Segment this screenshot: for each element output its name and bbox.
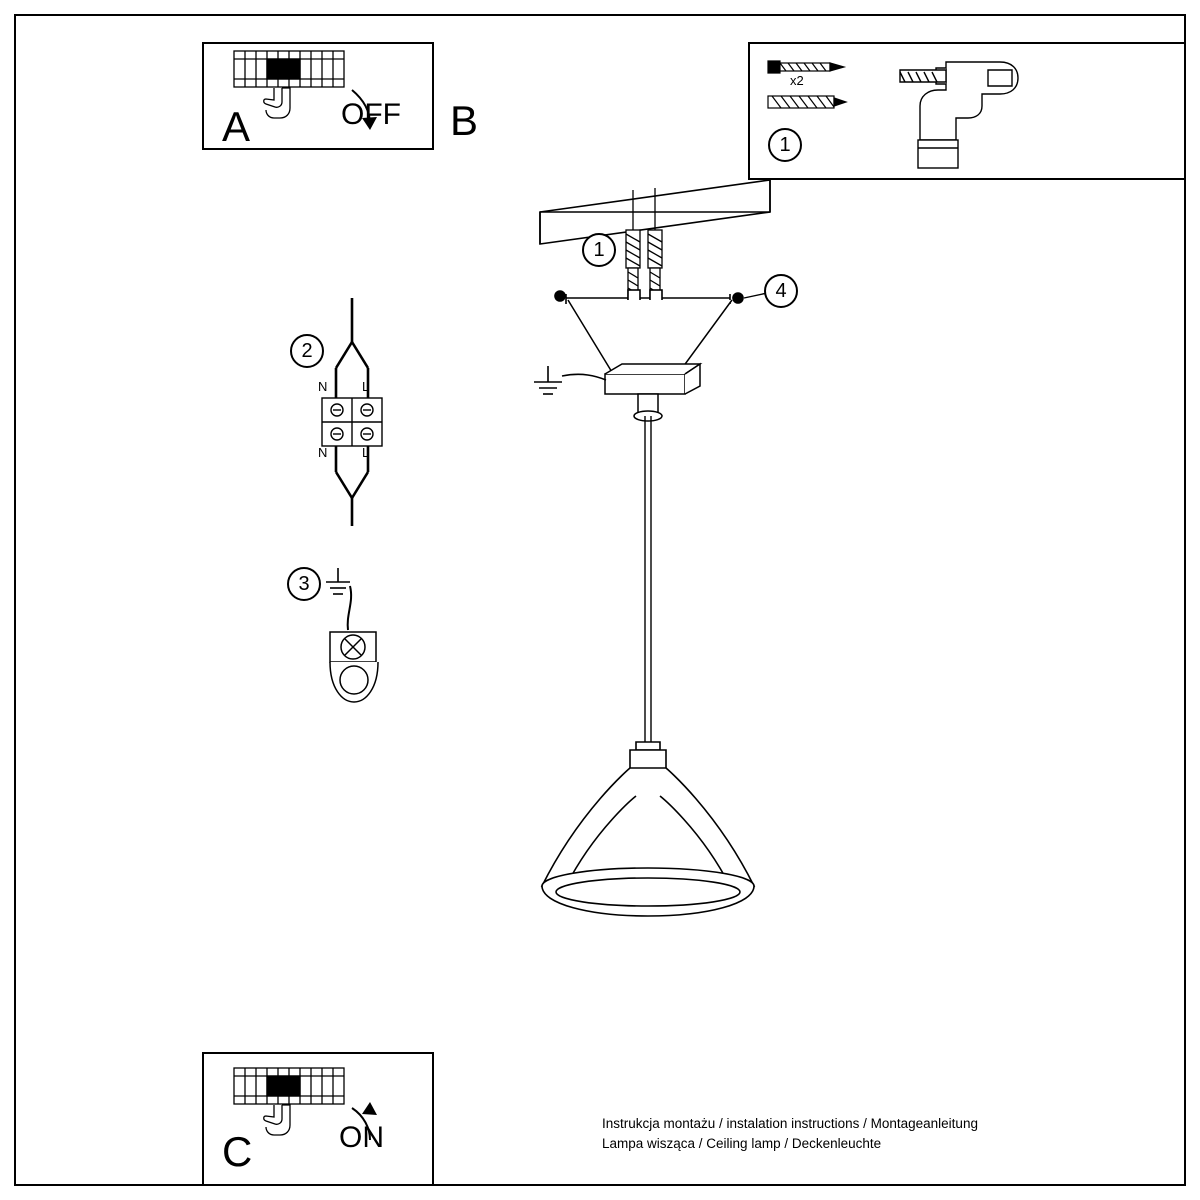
earth-ground-icon bbox=[534, 366, 606, 394]
step-4-callout: 4 bbox=[764, 274, 798, 308]
step-1-parts-callout: 1 bbox=[768, 128, 802, 162]
panel-b-letter: B bbox=[450, 97, 479, 144]
panel-a-action-label: OFF bbox=[341, 98, 401, 131]
panel-c-action-label: ON bbox=[339, 1121, 384, 1154]
pendant-lamp-diagram bbox=[400, 150, 960, 1080]
terminal-label-n-top: N bbox=[318, 379, 328, 394]
terminal-label-l-bottom: L bbox=[362, 445, 370, 460]
footer-line-2: Lampa wisząca / Ceiling lamp / Deckenleuchte bbox=[602, 1136, 882, 1151]
parts-quantity-label: x2 bbox=[790, 73, 804, 88]
earth-ground-icon-small bbox=[326, 568, 350, 594]
terminal-label-n-bottom: N bbox=[318, 445, 328, 460]
terminal-label-l-top: L bbox=[362, 379, 370, 394]
step-1-callout: 1 bbox=[582, 233, 616, 267]
step-2-callout: 2 bbox=[290, 334, 324, 368]
earth-terminal-bracket bbox=[330, 632, 378, 702]
lamp-shade bbox=[542, 742, 754, 916]
panel-a-letter: A bbox=[222, 103, 251, 150]
earth-connection-illustration bbox=[310, 560, 420, 720]
step-3-callout: 3 bbox=[287, 567, 321, 601]
wall-plug-icon bbox=[768, 96, 846, 108]
footer-line-1: Instrukcja montażu / instalation instructions / Montageanleitung bbox=[602, 1116, 978, 1131]
terminal-block-illustration bbox=[300, 290, 420, 530]
screw-icon bbox=[768, 61, 844, 73]
panel-c-letter: C bbox=[222, 1128, 253, 1175]
canopy-cone bbox=[568, 300, 732, 421]
pendant-cord bbox=[645, 416, 651, 742]
